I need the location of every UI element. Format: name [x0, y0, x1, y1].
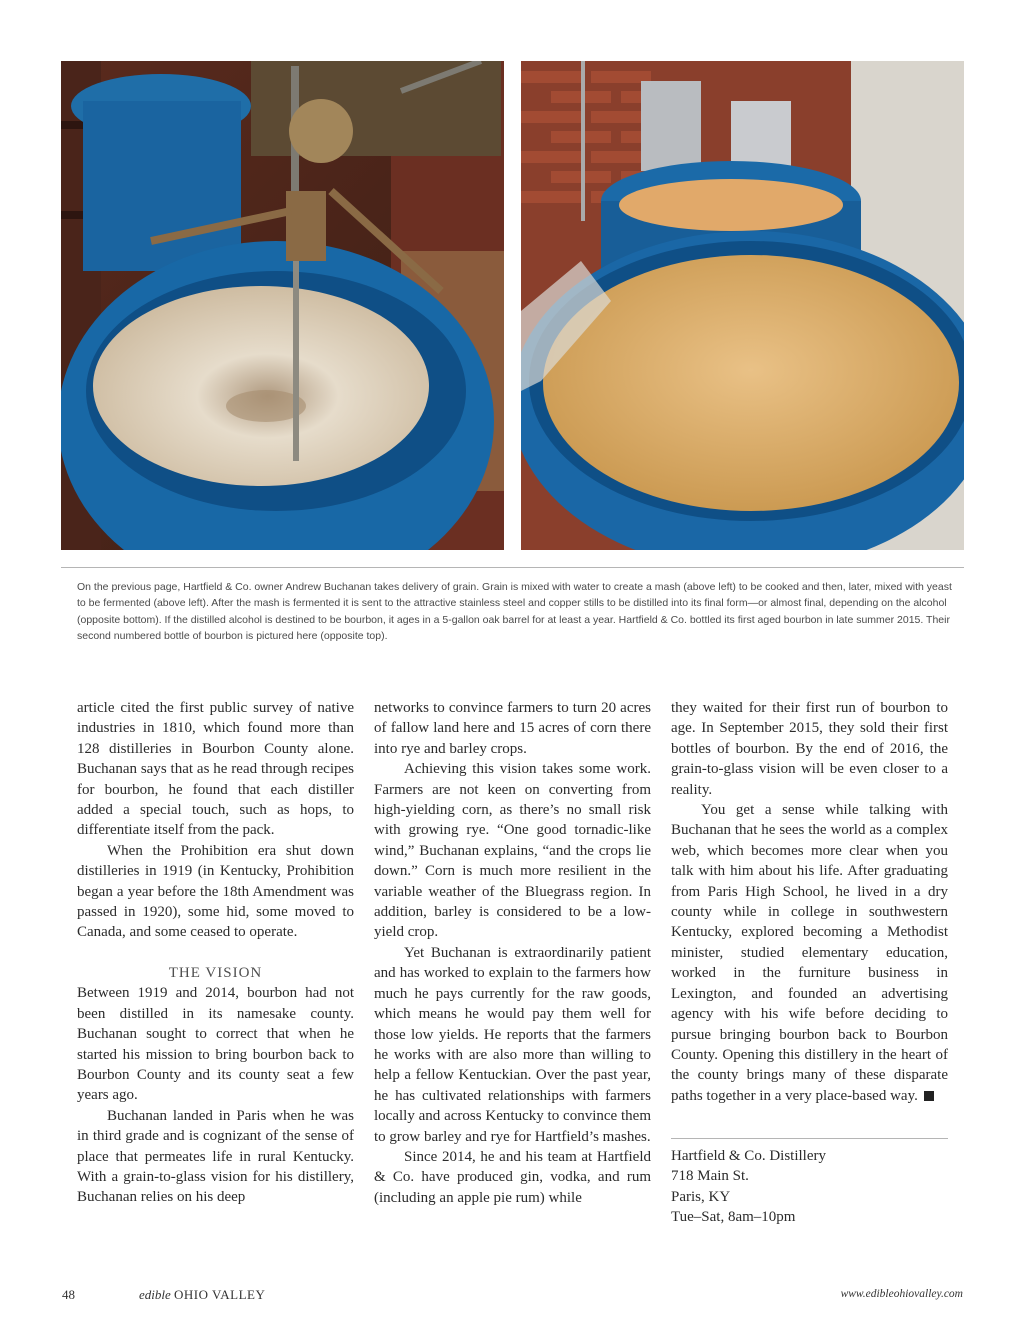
website-url[interactable]: www.edibleohiovalley.com: [840, 1288, 963, 1300]
paragraph: Buchanan landed in Paris when he was in third grade and is cognizant of the sense of place that permeates life in rural Kentucky. With a grain-to-glass vision for his distillery, Buchanan relies on his deep: [77, 1107, 354, 1206]
publication-region: OHIO VALLEY: [174, 1287, 266, 1302]
end-mark-icon: [924, 1091, 934, 1101]
caption-divider: [61, 567, 964, 568]
paragraph: When the Prohibition era shut down distilleries in 1919 (in Kentucky, Prohibition began a year before the 18th Amendment was passed in 1920), some hid, some moved to Canada, and some ceased to operate.: [77, 842, 354, 941]
page-number: 48: [62, 1287, 75, 1302]
paragraph: article cited the first public survey of native industries in 1810, which found more than 128 distilleries in Bourbon County alone. Buchanan says that as he read through recipes for bourbon, he found that each distiller added a special touch, such as hops, to differentiate itself from the pack.: [77, 700, 354, 839]
section-heading: THE VISION: [168, 964, 263, 981]
article-column-2: [374, 698, 651, 1208]
publication-name: [139, 1287, 265, 1303]
photo-caption: On the previous page, Hartfield & Co. owner Andrew Buchanan takes delivery of grain. Grain is mixed with water to create a mash (above left) to be cooked and then, later, mixed with yeast to be fermented (above left). After the mash is fermented it is sent to the attractive stainless steel and copper stills to be distilled into its final form—or almost final, depending on the alcohol (opposite bottom). If the distilled alcohol is destined to be bourbon, it ages in a 5-gallon oak barrel for at least a year. Hartfield & Co. bottled its first aged bourbon in late summer 2015. Their second numbered bottle of bourbon is pictured here (opposite top).: [77, 581, 952, 643]
article-column-3: [671, 698, 948, 1106]
paragraph: Yet Buchanan is extraordinarily patient and has worked to explain to the farmers how much he pays currently for the raw goods, which means he would pay them well for those low yields. He reports that the farmers he works with are also more than willing to help a fellow Kentuckian. Over the past year, he has cultivated relationships with farmers locally and across Kentucky to convince them to grow barley and rye for Hartfield’s mashes.: [374, 944, 651, 1145]
paragraph: networks to convince farmers to turn 20 acres of fallow land here and 15 acres of corn there into rye and barley crops.: [374, 700, 651, 757]
distillery-address-block: [671, 1146, 948, 1228]
street-address: 718 Main St.: [671, 1168, 749, 1185]
address-divider: [671, 1138, 948, 1139]
distillery-name: Hartfield & Co. Distillery: [671, 1148, 826, 1164]
photo-mash-mixing: [61, 61, 504, 550]
paragraph: Between 1919 and 2014, bourbon had not been distilled in its namesake county. Buchanan sought to correct that when he started his mission to bring bourbon back to Bourbon County and its county seat a few years ago.: [77, 985, 354, 1104]
paragraph-text: You get a sense while talking with Buchanan that he sees the world as a complex web, which becomes more clear when you talk with him about his life. After graduating from Paris High School, he lived in a dry county while in college in southwestern Kentucky, explored becoming a Methodist minister, studied elementary education, worked in the furniture business in Lexington, and founded an advertising agency with his wife before deciding to pursue bringing bourbon back to Bourbon County. Opening this distillery in the heart of the county brings many of these disparate paths together in a very place-based way.: [671, 802, 948, 1104]
paragraph: they waited for their first run of bourbon to age. In September 2015, they sold their first bottles of bourbon. By the end of 2016, the grain-to-glass vision will be even closer to a reality.: [671, 700, 948, 798]
city-state: Paris, KY: [671, 1188, 731, 1205]
article-column-1: [77, 698, 354, 1208]
opening-hours: Tue–Sat, 8am–10pm: [671, 1209, 796, 1226]
publication-edible: edible: [139, 1287, 171, 1302]
paragraph-final: [671, 800, 948, 1106]
paragraph: Achieving this vision takes some work. Farmers are not keen on converting from high-yielding corn, as there’s no small risk with growing rye. “One good tornadic-like wind,” Buchanan explains, “and the crops lie down.” Corn is much more resilient in the variable weather of the Bluegrass region. In addition, barley is considered to be a low-yield crop.: [374, 761, 651, 941]
paragraph: Since 2014, he and his team at Hartfield & Co. have produced gin, vodka, and rum (including an apple pie rum) while: [374, 1148, 651, 1206]
photo-mash-fermenting: [521, 61, 964, 550]
